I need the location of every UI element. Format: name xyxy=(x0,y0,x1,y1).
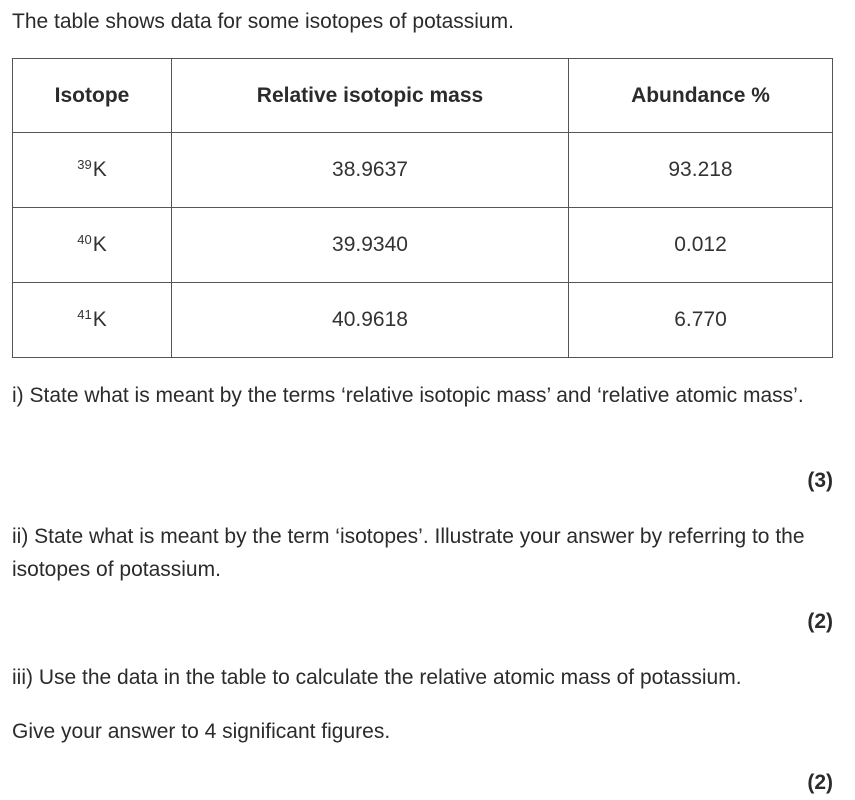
intro-text: The table shows data for some isotopes of potassium. xyxy=(12,10,514,33)
mass-number: 40 xyxy=(77,232,92,247)
abundance-cell: 6.770 xyxy=(569,283,833,358)
header-abundance: Abundance % xyxy=(569,59,833,133)
isotope-cell xyxy=(13,283,172,358)
mass-number: 41 xyxy=(77,307,92,322)
question-3-marks: (2) xyxy=(807,771,833,794)
relative-isotopic-mass-cell: 38.9637 xyxy=(172,133,569,208)
question-3-instruction: Give your answer to 4 significant figures. xyxy=(12,720,391,743)
header-relative-isotopic-mass: Relative isotopic mass xyxy=(172,59,569,133)
table-header-row xyxy=(13,59,833,133)
element-symbol: K xyxy=(92,233,107,256)
header-isotope: Isotope xyxy=(13,59,172,133)
table-row xyxy=(13,208,833,283)
element-symbol: K xyxy=(92,158,107,181)
question-1-text: i) State what is meant by the terms ‘relative isotopic mass’ and ‘relative atomic mass’. xyxy=(12,384,804,407)
isotope-cell xyxy=(13,133,172,208)
question-2-marks: (2) xyxy=(807,610,833,633)
question-2-text: ii) State what is meant by the term ‘isotopes’. Illustrate your answer by referring to the isotopes of potassium. xyxy=(12,525,805,581)
question-1-marks: (3) xyxy=(807,469,833,492)
question-3-text: iii) Use the data in the table to calculate the relative atomic mass of potassium. xyxy=(12,666,742,689)
table-row xyxy=(13,283,833,358)
isotope-table xyxy=(12,58,833,358)
element-symbol: K xyxy=(92,308,107,331)
relative-isotopic-mass-cell: 40.9618 xyxy=(172,283,569,358)
table-row xyxy=(13,133,833,208)
relative-isotopic-mass-cell: 39.9340 xyxy=(172,208,569,283)
mass-number: 39 xyxy=(77,157,92,172)
abundance-cell: 0.012 xyxy=(569,208,833,283)
isotope-cell xyxy=(13,208,172,283)
abundance-cell: 93.218 xyxy=(569,133,833,208)
